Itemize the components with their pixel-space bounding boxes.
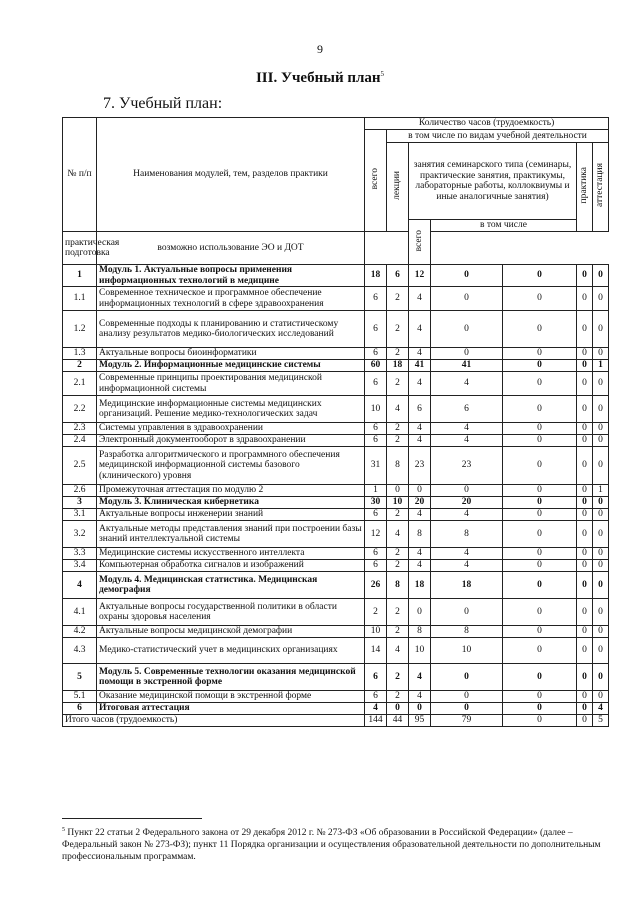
- row-value: 4: [409, 372, 431, 396]
- row-value: 0: [577, 348, 593, 360]
- row-name: Итоговая аттестация: [97, 703, 365, 715]
- row-value: 4: [387, 521, 409, 548]
- header-total-label: всего: [370, 168, 381, 190]
- row-value: 4: [431, 548, 503, 560]
- row-value: 0: [577, 447, 593, 485]
- row-value: 2: [387, 287, 409, 311]
- row-value: 8: [431, 626, 503, 638]
- total-value: 0: [503, 715, 577, 727]
- row-name: Системы управления в здравоохранении: [97, 423, 365, 435]
- row-value: 4: [431, 423, 503, 435]
- row-value: 2: [387, 548, 409, 560]
- header-practice: [577, 143, 593, 232]
- row-value: 0: [503, 348, 577, 360]
- row-value: 4: [365, 703, 387, 715]
- row-value: 10: [431, 638, 503, 664]
- page-number: 9: [317, 42, 323, 56]
- row-value: 0: [431, 287, 503, 311]
- table-row: [63, 691, 609, 703]
- row-value: 0: [409, 703, 431, 715]
- row-value: 6: [365, 560, 387, 572]
- row-value: 2: [387, 348, 409, 360]
- row-value: 0: [593, 691, 609, 703]
- row-value: 0: [387, 703, 409, 715]
- subtitle: 7. Учебный план:: [103, 95, 223, 112]
- row-value: 0: [503, 423, 577, 435]
- row-value: 0: [593, 548, 609, 560]
- row-value: 6: [365, 691, 387, 703]
- row-value: 2: [365, 599, 387, 626]
- row-name: Медицинские информационные системы медицинских организаций. Решение медико-технологических задач: [97, 396, 365, 423]
- row-value: 2: [387, 599, 409, 626]
- table-row: [63, 360, 609, 372]
- row-value: 0: [577, 372, 593, 396]
- row-value: 4: [409, 311, 431, 348]
- row-name: Медико-статистический учет в медицинских организациях: [97, 638, 365, 664]
- row-name: Современные подходы к планированию и статистическому анализу результатов медико-биологических исследований: [97, 311, 365, 348]
- row-value: 18: [409, 572, 431, 599]
- row-value: 0: [593, 348, 609, 360]
- row-name: Современное техническое и программное обеспечение информационных технологий в сфере здравоохранения: [97, 287, 365, 311]
- table-row: [63, 287, 609, 311]
- row-num: 6: [63, 703, 97, 715]
- section-title: [0, 70, 640, 87]
- header-hours: Количество часов (трудоемкость): [365, 118, 609, 130]
- row-value: 0: [503, 447, 577, 485]
- row-value: 10: [365, 626, 387, 638]
- row-name: Модуль 5. Современные технологии оказания медицинской помощи в экстренной форме: [97, 664, 365, 691]
- row-num: 2.5: [63, 447, 97, 485]
- row-value: 6: [365, 664, 387, 691]
- header-total: [365, 130, 387, 232]
- row-value: 4: [409, 435, 431, 447]
- table-row: [63, 497, 609, 509]
- table-row: [63, 521, 609, 548]
- table-row: [63, 435, 609, 447]
- row-value: 0: [593, 287, 609, 311]
- row-value: 0: [577, 435, 593, 447]
- row-value: 0: [409, 485, 431, 497]
- row-value: 0: [503, 599, 577, 626]
- row-value: 0: [593, 423, 609, 435]
- table-row: [63, 572, 609, 599]
- row-value: 0: [577, 626, 593, 638]
- section-title-text: III. Учебный план: [255, 70, 381, 86]
- row-value: 0: [593, 509, 609, 521]
- row-value: 0: [577, 287, 593, 311]
- row-value: 0: [593, 626, 609, 638]
- row-name: Электронный документооборот в здравоохранении: [97, 435, 365, 447]
- row-value: 0: [593, 447, 609, 485]
- row-value: 0: [593, 664, 609, 691]
- row-value: 0: [593, 372, 609, 396]
- row-value: 0: [593, 265, 609, 287]
- row-value: 0: [503, 372, 577, 396]
- row-value: 0: [503, 497, 577, 509]
- row-value: 0: [593, 396, 609, 423]
- row-num: 3.1: [63, 509, 97, 521]
- row-num: 4.1: [63, 599, 97, 626]
- total-value: 95: [409, 715, 431, 727]
- row-value: 4: [409, 560, 431, 572]
- row-value: 0: [387, 485, 409, 497]
- row-value: 1: [593, 485, 609, 497]
- row-value: 2: [387, 423, 409, 435]
- row-name: Модуль 3. Клиническая кибернетика: [97, 497, 365, 509]
- row-name: Модуль 4. Медицинская статистика. Медицинская демография: [97, 572, 365, 599]
- row-num: 3.4: [63, 560, 97, 572]
- row-value: 0: [577, 360, 593, 372]
- total-row: [63, 715, 609, 727]
- table-row: [63, 599, 609, 626]
- row-value: 4: [409, 664, 431, 691]
- row-value: 0: [431, 485, 503, 497]
- row-value: 0: [577, 548, 593, 560]
- row-num: 2.1: [63, 372, 97, 396]
- row-value: 0: [577, 485, 593, 497]
- row-value: 2: [387, 691, 409, 703]
- row-value: 6: [365, 348, 387, 360]
- row-value: 0: [577, 599, 593, 626]
- row-num: 2.6: [63, 485, 97, 497]
- row-value: 4: [593, 703, 609, 715]
- row-value: 26: [365, 572, 387, 599]
- row-value: 0: [503, 509, 577, 521]
- footnote-text: Пункт 22 статьи 2 Федерального закона от 29 декабря 2012 г. № 273-ФЗ «Об образовании в Российской Федерации» (далее – Федеральный закон № 273-ФЗ); пункт 11 Порядка организации и осуществления образовательной деятельности по дополнительным профессиональным программам.: [62, 828, 601, 863]
- row-value: 6: [365, 423, 387, 435]
- row-num: 5: [63, 664, 97, 691]
- row-value: 0: [431, 599, 503, 626]
- row-num: 3.3: [63, 548, 97, 560]
- row-num: 3: [63, 497, 97, 509]
- row-value: 0: [577, 521, 593, 548]
- row-value: 4: [431, 560, 503, 572]
- row-num: 4.3: [63, 638, 97, 664]
- row-num: 2.4: [63, 435, 97, 447]
- row-value: 2: [387, 311, 409, 348]
- table-row: [63, 548, 609, 560]
- row-value: 2: [387, 626, 409, 638]
- row-value: 6: [365, 509, 387, 521]
- row-name: Актуальные вопросы биоинформатики: [97, 348, 365, 360]
- row-num: 2.2: [63, 396, 97, 423]
- row-name: Актуальные вопросы инженерии знаний: [97, 509, 365, 521]
- footnote-ref: 5: [380, 70, 385, 78]
- row-value: 0: [431, 311, 503, 348]
- row-value: 6: [365, 435, 387, 447]
- table-row: [63, 664, 609, 691]
- row-value: 2: [387, 372, 409, 396]
- row-value: 60: [365, 360, 387, 372]
- row-name: Актуальные вопросы медицинской демографии: [97, 626, 365, 638]
- table-row: [63, 638, 609, 664]
- table-row: [63, 626, 609, 638]
- row-value: 0: [593, 435, 609, 447]
- row-value: 6: [409, 396, 431, 423]
- row-value: 0: [503, 703, 577, 715]
- row-value: 0: [577, 311, 593, 348]
- row-value: 41: [409, 360, 431, 372]
- row-value: 4: [387, 396, 409, 423]
- row-value: 6: [365, 287, 387, 311]
- row-value: 0: [431, 691, 503, 703]
- row-value: 0: [503, 435, 577, 447]
- table-body: [63, 265, 609, 727]
- row-num: 2: [63, 360, 97, 372]
- row-value: 0: [503, 626, 577, 638]
- header-practical-training: практическая подготовка: [63, 232, 97, 265]
- header-name: Наименования модулей, тем, разделов практики: [97, 118, 365, 232]
- row-num: 1.3: [63, 348, 97, 360]
- row-name: Актуальные методы представления знаний при построении базы знаний интеллектуальной системы: [97, 521, 365, 548]
- row-value: 0: [503, 287, 577, 311]
- row-value: 18: [387, 360, 409, 372]
- row-value: 0: [431, 348, 503, 360]
- header-including: в том числе: [431, 220, 577, 232]
- total-value: 5: [593, 715, 609, 727]
- table-row: [63, 372, 609, 396]
- row-value: 0: [503, 485, 577, 497]
- row-value: 0: [593, 638, 609, 664]
- row-num: 2.3: [63, 423, 97, 435]
- table-row: [63, 265, 609, 287]
- row-name: Модуль 1. Актуальные вопросы применения информационных технологий в медицине: [97, 265, 365, 287]
- row-value: 6: [365, 548, 387, 560]
- row-num: 1: [63, 265, 97, 287]
- total-value: 79: [431, 715, 503, 727]
- row-value: 18: [365, 265, 387, 287]
- row-value: 0: [503, 521, 577, 548]
- row-num: 3.2: [63, 521, 97, 548]
- row-name: Актуальные вопросы государственной политики в области охраны здоровья населения: [97, 599, 365, 626]
- row-value: 4: [409, 287, 431, 311]
- header-attestation-label: аттестация: [595, 163, 606, 208]
- table-row: [63, 396, 609, 423]
- header-by-type: в том числе по видам учебной деятельности: [387, 130, 609, 143]
- row-value: 20: [409, 497, 431, 509]
- table-row: [63, 560, 609, 572]
- row-value: 0: [409, 599, 431, 626]
- row-value: 12: [409, 265, 431, 287]
- curriculum-table: [62, 117, 609, 727]
- row-value: 23: [431, 447, 503, 485]
- row-name: Оказание медицинской помощи в экстренной форме: [97, 691, 365, 703]
- row-value: 0: [503, 664, 577, 691]
- row-value: 1: [593, 360, 609, 372]
- row-value: 2: [387, 509, 409, 521]
- row-value: 8: [431, 521, 503, 548]
- row-value: 8: [409, 521, 431, 548]
- row-value: 8: [409, 626, 431, 638]
- row-value: 0: [577, 638, 593, 664]
- row-value: 0: [593, 521, 609, 548]
- row-value: 0: [593, 599, 609, 626]
- row-value: 0: [577, 691, 593, 703]
- row-name: Разработка алгоритмического и программного обеспечения медицинской информационной системы базового (клинического) уровня: [97, 447, 365, 485]
- row-value: 0: [503, 548, 577, 560]
- row-value: 0: [503, 360, 577, 372]
- row-name: Компьютерная обработка сигналов и изображений: [97, 560, 365, 572]
- header-possible-eo: возможно использование ЭО и ДОТ: [97, 232, 365, 265]
- header-attestation: [593, 143, 609, 232]
- row-value: 0: [503, 265, 577, 287]
- table-row: [63, 311, 609, 348]
- table-header: [63, 118, 609, 265]
- row-value: 0: [577, 497, 593, 509]
- row-num: 5.1: [63, 691, 97, 703]
- row-value: 0: [503, 560, 577, 572]
- row-value: 0: [431, 664, 503, 691]
- row-value: 0: [577, 703, 593, 715]
- row-value: 0: [431, 265, 503, 287]
- row-value: 4: [431, 435, 503, 447]
- row-value: 6: [431, 396, 503, 423]
- row-value: 2: [387, 560, 409, 572]
- total-label: Итого часов (трудоемкость): [63, 715, 365, 727]
- row-name: Медицинские системы искусственного интеллекта: [97, 548, 365, 560]
- row-value: 0: [593, 497, 609, 509]
- row-value: 6: [365, 311, 387, 348]
- row-value: 12: [365, 521, 387, 548]
- footnote: [62, 824, 610, 863]
- footnote-separator: [62, 818, 202, 819]
- table-row: [63, 348, 609, 360]
- row-value: 0: [577, 265, 593, 287]
- row-name: Промежуточная аттестация по модулю 2: [97, 485, 365, 497]
- row-value: 10: [387, 497, 409, 509]
- row-value: 0: [503, 311, 577, 348]
- header-num: № п/п: [63, 118, 97, 232]
- row-value: 8: [387, 572, 409, 599]
- row-value: 0: [503, 572, 577, 599]
- row-value: 2: [387, 664, 409, 691]
- row-value: 4: [431, 372, 503, 396]
- footnote-mark: 5: [62, 827, 65, 833]
- row-value: 0: [593, 572, 609, 599]
- header-sem-total: [409, 220, 431, 265]
- row-value: 0: [593, 311, 609, 348]
- row-value: 1: [365, 485, 387, 497]
- header-sem-total-label: всего: [414, 229, 425, 251]
- row-value: 6: [365, 372, 387, 396]
- header-practice-label: практика: [579, 167, 590, 204]
- row-num: 4.2: [63, 626, 97, 638]
- total-value: 144: [365, 715, 387, 727]
- row-value: 4: [431, 509, 503, 521]
- row-value: 0: [577, 396, 593, 423]
- row-name: Модуль 2. Информационные медицинские системы: [97, 360, 365, 372]
- row-value: 4: [409, 548, 431, 560]
- header-lectures: [387, 143, 409, 232]
- row-value: 30: [365, 497, 387, 509]
- table-row: [63, 447, 609, 485]
- row-num: 1.2: [63, 311, 97, 348]
- row-value: 0: [577, 509, 593, 521]
- row-value: 4: [409, 509, 431, 521]
- row-value: 10: [365, 396, 387, 423]
- table-row: [63, 423, 609, 435]
- row-value: 41: [431, 360, 503, 372]
- row-value: 23: [409, 447, 431, 485]
- row-value: 0: [431, 703, 503, 715]
- row-value: 0: [503, 638, 577, 664]
- row-value: 0: [577, 423, 593, 435]
- row-value: 0: [503, 691, 577, 703]
- row-value: 4: [409, 423, 431, 435]
- total-value: 0: [577, 715, 593, 727]
- row-value: 10: [409, 638, 431, 664]
- row-value: 4: [409, 348, 431, 360]
- header-seminar: занятия семинарского типа (семинары, практические занятия, практикумы, лабораторные работы, коллоквиумы и иные аналогичные занятия): [409, 143, 577, 220]
- row-value: 2: [387, 435, 409, 447]
- table-row: [63, 485, 609, 497]
- row-num: 1.1: [63, 287, 97, 311]
- row-num: 4: [63, 572, 97, 599]
- row-value: 31: [365, 447, 387, 485]
- row-name: Современные принципы проектирования медицинской информационной системы: [97, 372, 365, 396]
- row-value: 0: [577, 560, 593, 572]
- total-value: 44: [387, 715, 409, 727]
- row-value: 6: [387, 265, 409, 287]
- row-value: 14: [365, 638, 387, 664]
- row-value: 4: [387, 638, 409, 664]
- row-value: 0: [577, 572, 593, 599]
- table-row: [63, 509, 609, 521]
- table-row: [63, 703, 609, 715]
- row-value: 8: [387, 447, 409, 485]
- row-value: 0: [593, 560, 609, 572]
- row-value: 4: [409, 691, 431, 703]
- row-value: 0: [577, 664, 593, 691]
- row-value: 18: [431, 572, 503, 599]
- row-value: 20: [431, 497, 503, 509]
- row-value: 0: [503, 396, 577, 423]
- header-lectures-label: лекции: [392, 170, 403, 200]
